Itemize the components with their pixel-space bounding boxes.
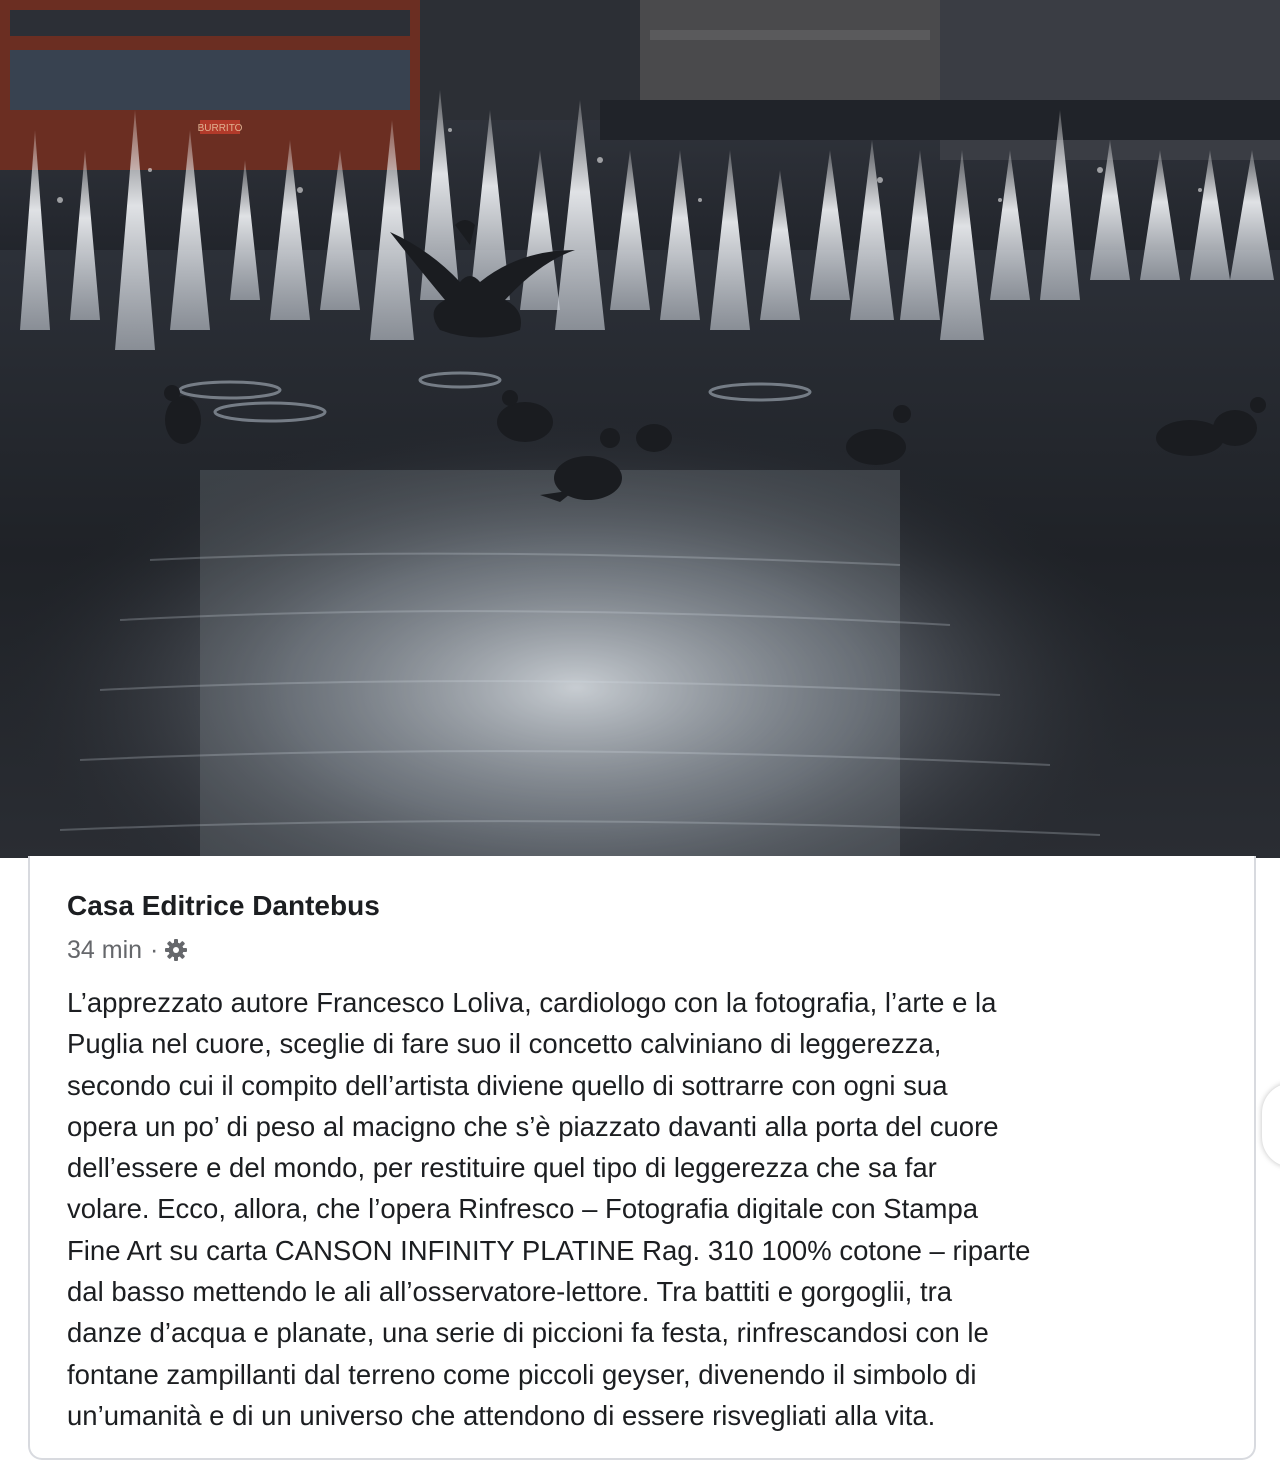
storefront-sign: BURRITO (197, 123, 243, 134)
post-timestamp[interactable]: 34 min (67, 935, 143, 964)
gear-icon[interactable] (164, 938, 188, 962)
post-text-line: Puglia nel cuore, sceglie di fare suo il concetto calviniano di leggerezza, (67, 1028, 942, 1060)
post-text-line: secondo cui il compito dell’artista diviene quello di sottrarre con ogni sua (67, 1069, 948, 1101)
post-text-line: volare. Ecco, allora, che l’opera Rinfresco – Fotografia digitale con Stampa (67, 1193, 979, 1225)
scroll-handle[interactable] (1262, 1083, 1280, 1167)
post-text (67, 982, 1227, 1436)
post-text-line: dell’essere e del mondo, per restituire quel tipo di leggerezza che sa far (67, 1152, 937, 1184)
post-meta (67, 934, 188, 966)
meta-separator: · (150, 935, 159, 964)
post-author[interactable]: Casa Editrice Dantebus (67, 890, 380, 921)
post-text-line: dal basso mettendo le ali all’osservatore-lettore. Tra battiti e gorgoglii, tra (67, 1276, 953, 1308)
post-text-line: fontane zampillanti dal terreno come piccoli geyser, divenendo il simbolo di (67, 1358, 977, 1390)
post-text-line: Fine Art su carta CANSON INFINITY PLATINE Rag. 310 100% cotone – riparte (67, 1234, 1031, 1266)
post-text-line: danze d’acqua e planate, una serie di piccioni fa festa, rinfrescandosi con le (67, 1317, 989, 1349)
post-text-line: opera un po’ di peso al macigno che s’è piazzato davanti alla porta del cuore (67, 1110, 999, 1142)
post-text-line: un’umanità e di un universo che attendono di essere risvegliati alla vita. (67, 1399, 936, 1431)
post-card (28, 856, 1256, 1460)
post-text-line: L’apprezzato autore Francesco Loliva, cardiologo con la fotografia, l’arte e la (67, 987, 997, 1018)
